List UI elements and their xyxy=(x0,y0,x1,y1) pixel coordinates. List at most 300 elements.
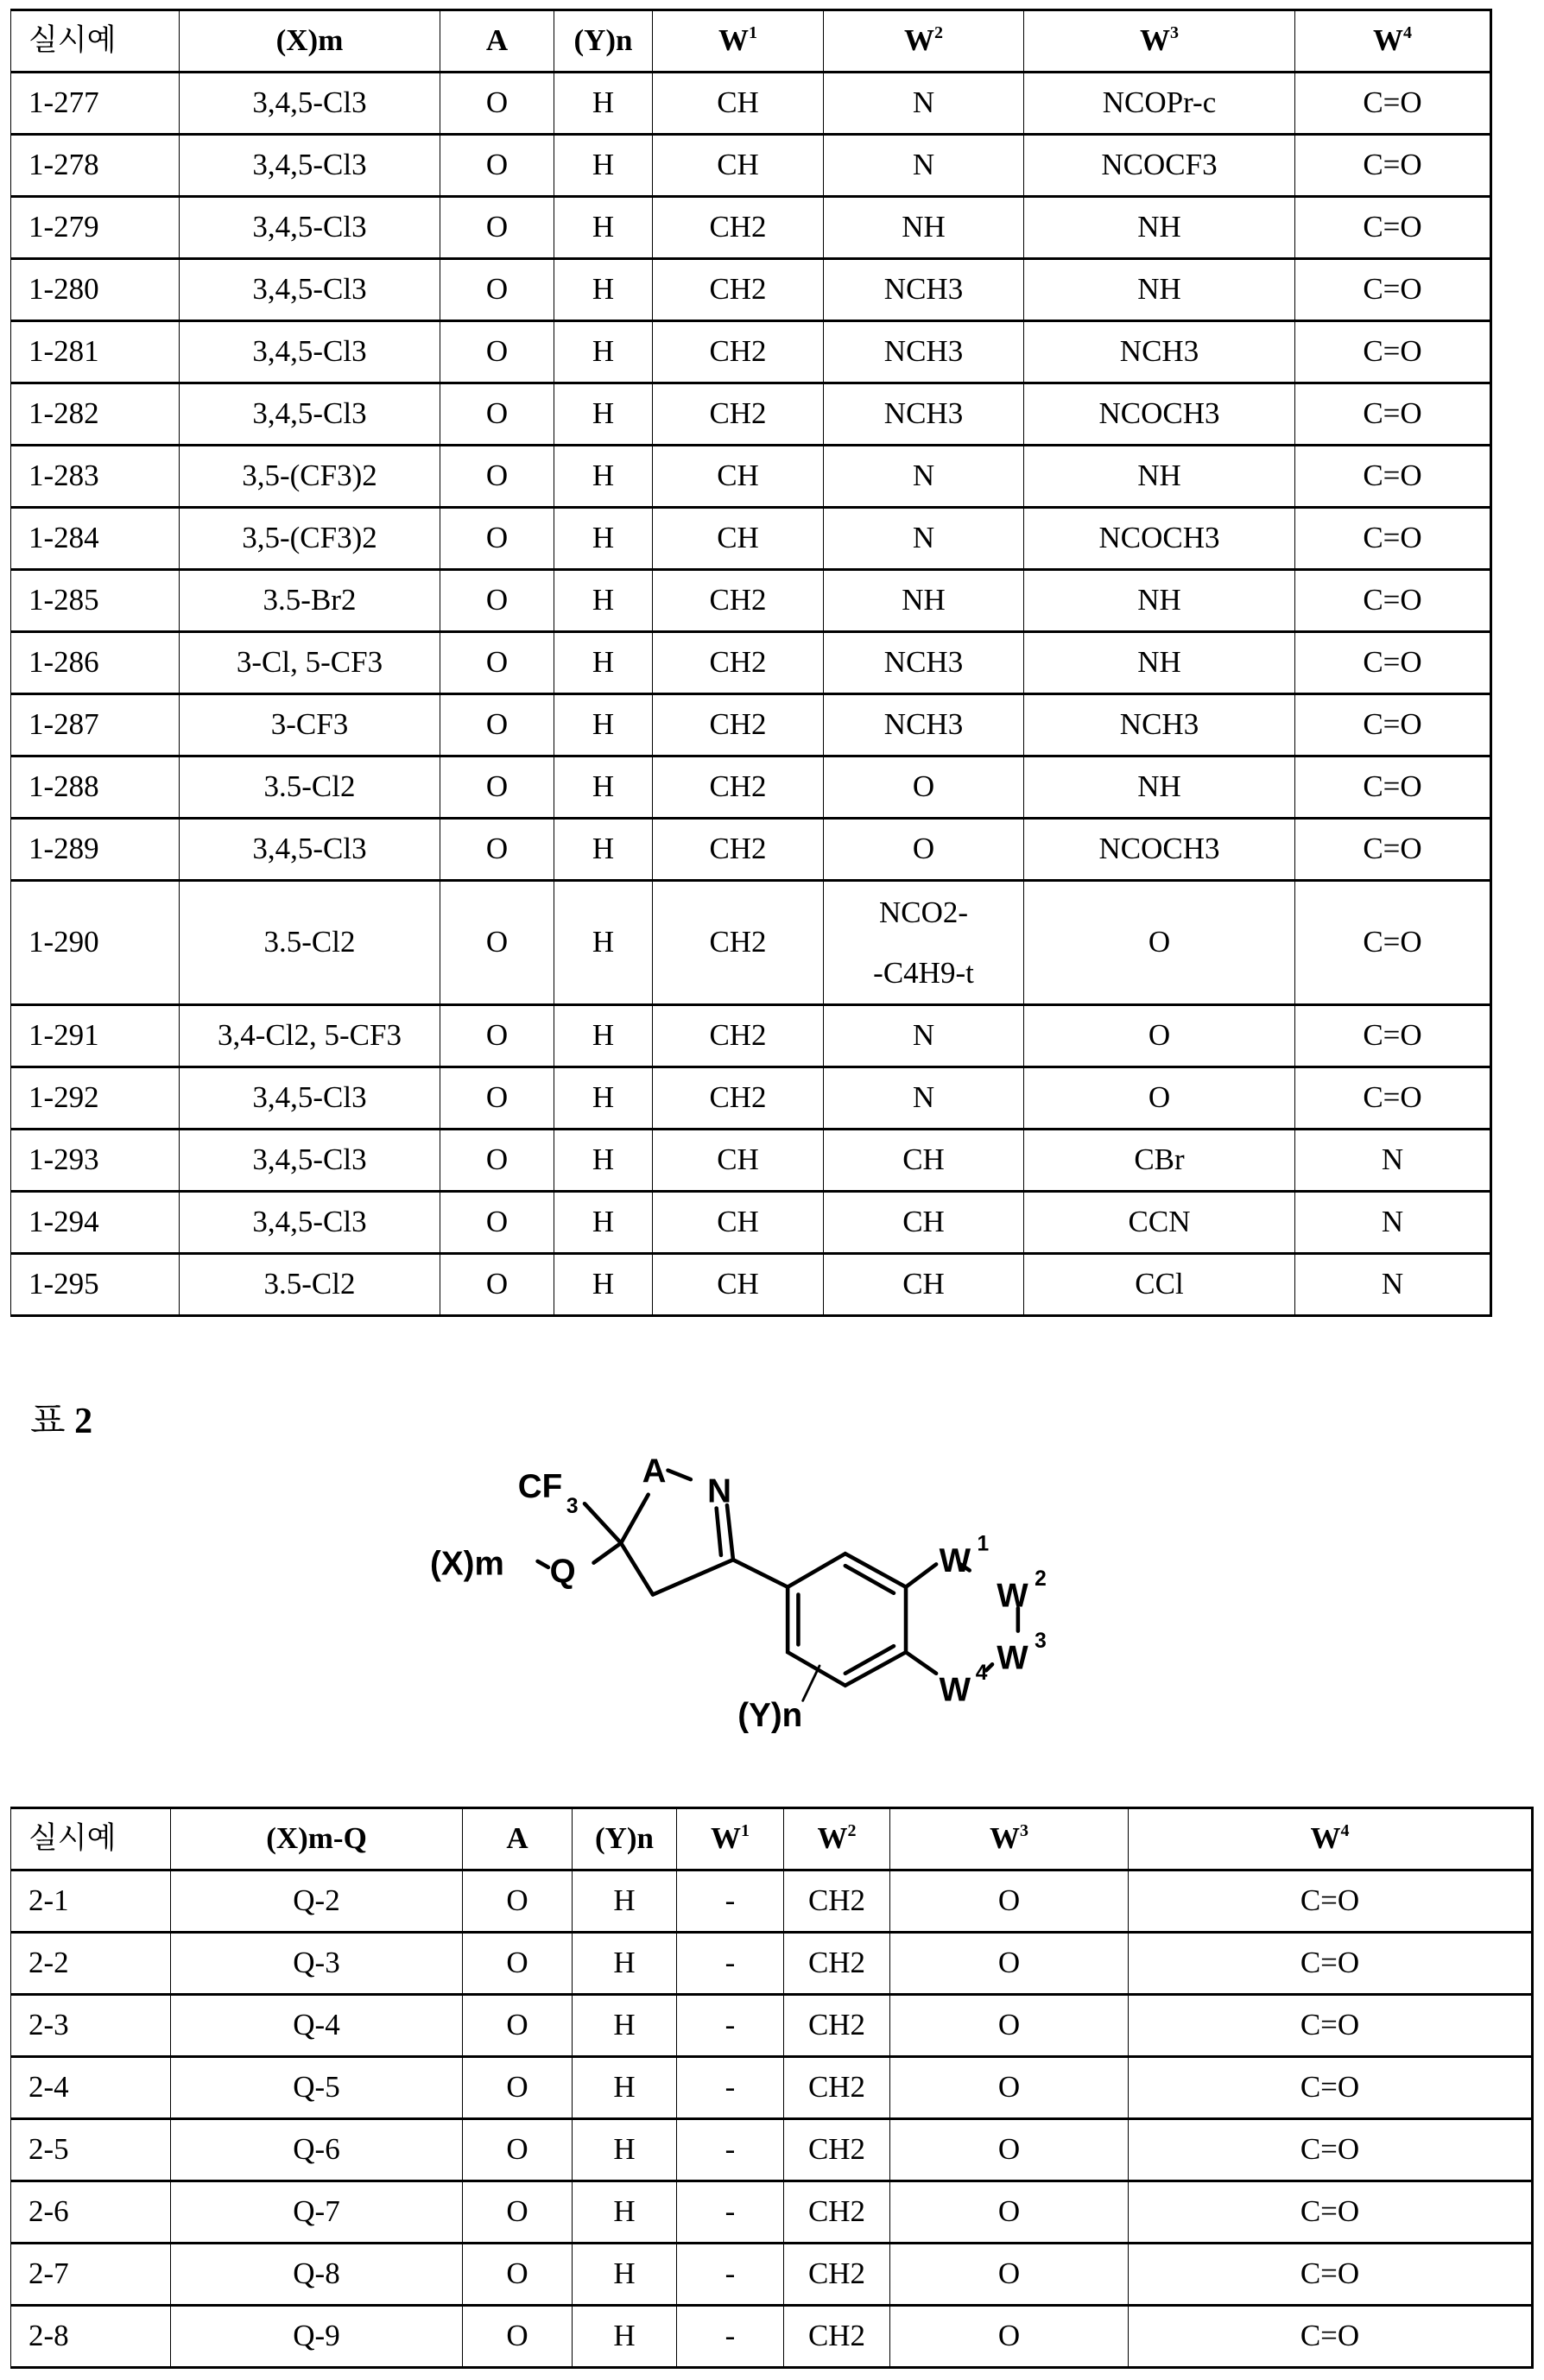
cell-xm: Q-4 xyxy=(171,1995,463,2057)
cell-w2: CH2 xyxy=(784,2181,890,2244)
cell-a: O xyxy=(440,632,554,694)
cell-w3: O xyxy=(1024,881,1295,1005)
header-label: W xyxy=(904,23,934,57)
cell-xm: 3,4-Cl2, 5-CF3 xyxy=(180,1005,440,1067)
cell-w4: C=O xyxy=(1295,756,1491,819)
cell-w2: CH2 xyxy=(784,2306,890,2368)
cell-w4: C=O xyxy=(1295,135,1491,197)
header-example-no xyxy=(11,10,180,73)
cell-example-no: 1-292 xyxy=(11,1067,180,1130)
header-label: W xyxy=(1140,23,1170,57)
structure-xm-label: (X)m xyxy=(430,1546,504,1583)
structure-n-label: N xyxy=(707,1472,731,1510)
cell-w1: CH xyxy=(653,135,824,197)
cell-example-no: 2-1 xyxy=(11,1870,171,1933)
cell-w4: C=O xyxy=(1295,1005,1491,1067)
cell-w2: NCO2- -C4H9-t xyxy=(824,881,1024,1005)
header-superscript: 2 xyxy=(934,23,943,42)
table-row xyxy=(11,694,1491,756)
table-row xyxy=(11,1192,1491,1254)
cell-w3: NH xyxy=(1024,259,1295,321)
header-label: W xyxy=(1373,23,1403,57)
cell-w3: O xyxy=(890,2244,1129,2306)
cell-a: O xyxy=(463,2057,573,2119)
table-row xyxy=(11,2057,1533,2119)
cell-w2: O xyxy=(824,756,1024,819)
cell-w4: C=O xyxy=(1129,1870,1533,1933)
cell-a: O xyxy=(440,756,554,819)
table-row xyxy=(11,135,1491,197)
table-row xyxy=(11,570,1491,632)
structure-w2-label: W xyxy=(997,1578,1028,1615)
cell-yn: H xyxy=(573,1870,677,1933)
cell-w2: CH xyxy=(824,1192,1024,1254)
header-superscript: 1 xyxy=(749,23,757,42)
cell-w3: O xyxy=(890,2057,1129,2119)
header-label: W xyxy=(1311,1821,1341,1855)
cell-w3: NH xyxy=(1024,446,1295,508)
cell-w3: NH xyxy=(1024,570,1295,632)
cell-w2: CH2 xyxy=(784,2119,890,2181)
cell-w2: NH xyxy=(824,197,1024,259)
cell-yn: H xyxy=(554,1005,653,1067)
cell-xm: 3,4,5-Cl3 xyxy=(180,197,440,259)
cell-xm: 3.5-Cl2 xyxy=(180,1254,440,1316)
cell-a: O xyxy=(463,1995,573,2057)
cell-w2: CH2 xyxy=(784,1933,890,1995)
header-label: 실시예 xyxy=(28,23,116,57)
cell-yn: H xyxy=(573,1933,677,1995)
structure-w1-label: W xyxy=(940,1542,971,1579)
cell-example-no: 2-2 xyxy=(11,1933,171,1995)
cell-w3: O xyxy=(890,1870,1129,1933)
cell-w1: CH2 xyxy=(653,756,824,819)
cell-xm: 3-Cl, 5-CF3 xyxy=(180,632,440,694)
header-label: (X)m xyxy=(276,23,344,57)
table-row xyxy=(11,2181,1533,2244)
cell-example-no: 1-288 xyxy=(11,756,180,819)
table-row xyxy=(11,881,1491,1005)
header-label: W xyxy=(818,1821,848,1855)
header-a xyxy=(463,1808,573,1870)
cell-a: O xyxy=(463,1870,573,1933)
cell-example-no: 1-279 xyxy=(11,197,180,259)
cell-w2: CH xyxy=(824,1254,1024,1316)
cell-w4: C=O xyxy=(1129,2119,1533,2181)
header-w2 xyxy=(784,1808,890,1870)
cell-xm: 3,4,5-Cl3 xyxy=(180,1192,440,1254)
structure-q-label: Q xyxy=(550,1553,576,1590)
cell-example-no: 1-287 xyxy=(11,694,180,756)
cell-w1: - xyxy=(677,2306,784,2368)
cell-w1: - xyxy=(677,1870,784,1933)
table-row xyxy=(11,1933,1533,1995)
cell-a: O xyxy=(440,197,554,259)
cell-w3: O xyxy=(890,1995,1129,2057)
header-w4 xyxy=(1295,10,1491,73)
cell-w2: N xyxy=(824,446,1024,508)
cell-w2: NCH3 xyxy=(824,694,1024,756)
cell-yn: H xyxy=(554,756,653,819)
cell-w4: C=O xyxy=(1295,321,1491,383)
cell-w3: NH xyxy=(1024,197,1295,259)
header-superscript: 2 xyxy=(848,1821,857,1840)
cell-w3: NCH3 xyxy=(1024,694,1295,756)
cell-w1: - xyxy=(677,2119,784,2181)
header-w3 xyxy=(1024,10,1295,73)
cell-w1: - xyxy=(677,2244,784,2306)
cell-w4: C=O xyxy=(1295,694,1491,756)
cell-w3: NCOCH3 xyxy=(1024,508,1295,570)
structure-w1-sup: 1 xyxy=(977,1533,989,1556)
cell-w3: NCOCH3 xyxy=(1024,383,1295,446)
cell-a: O xyxy=(463,2306,573,2368)
cell-w3: O xyxy=(890,2181,1129,2244)
structure-w4-sup: 4 xyxy=(976,1662,988,1685)
cell-yn: H xyxy=(554,570,653,632)
header-label: W xyxy=(711,1821,741,1855)
table-row xyxy=(11,73,1491,135)
cell-xm: 3,5-(CF3)2 xyxy=(180,446,440,508)
cell-w2: N xyxy=(824,73,1024,135)
cell-example-no: 2-8 xyxy=(11,2306,171,2368)
cell-a: O xyxy=(440,446,554,508)
cell-w1: CH2 xyxy=(653,259,824,321)
cell-xm: Q-2 xyxy=(171,1870,463,1933)
cell-example-no: 1-290 xyxy=(11,881,180,1005)
cell-w4: C=O xyxy=(1295,383,1491,446)
cell-w4: C=O xyxy=(1295,881,1491,1005)
header-yn xyxy=(554,10,653,73)
cell-w2: NCH3 xyxy=(824,259,1024,321)
cell-xm: 3,4,5-Cl3 xyxy=(180,1130,440,1192)
cell-w1: - xyxy=(677,2181,784,2244)
cell-w4: C=O xyxy=(1295,73,1491,135)
header-xm xyxy=(171,1808,463,1870)
structure-a-label: A xyxy=(642,1453,667,1491)
cell-xm: 3,4,5-Cl3 xyxy=(180,259,440,321)
cell-w4: C=O xyxy=(1295,570,1491,632)
cell-w3: O xyxy=(890,2306,1129,2368)
cell-w2: NCH3 xyxy=(824,383,1024,446)
cell-a: O xyxy=(440,1130,554,1192)
cell-w4: C=O xyxy=(1129,2057,1533,2119)
table-row xyxy=(11,383,1491,446)
cell-yn: H xyxy=(554,819,653,881)
cell-a: O xyxy=(440,321,554,383)
header-superscript: 4 xyxy=(1341,1821,1350,1840)
cell-xm: 3,4,5-Cl3 xyxy=(180,1067,440,1130)
header-superscript: 4 xyxy=(1403,23,1412,42)
cell-w1: CH2 xyxy=(653,632,824,694)
cell-example-no: 1-286 xyxy=(11,632,180,694)
cell-w2: CH2 xyxy=(784,2244,890,2306)
cell-w4: C=O xyxy=(1129,2181,1533,2244)
cell-yn: H xyxy=(554,1067,653,1130)
table-row xyxy=(11,632,1491,694)
header-w1 xyxy=(653,10,824,73)
cell-example-no: 1-278 xyxy=(11,135,180,197)
header-label: W xyxy=(990,1821,1020,1855)
cell-w3: NCOCH3 xyxy=(1024,819,1295,881)
header-label: (X)m-Q xyxy=(266,1821,367,1855)
cell-w4: N xyxy=(1295,1192,1491,1254)
cell-yn: H xyxy=(554,197,653,259)
cell-a: O xyxy=(463,2244,573,2306)
table-row xyxy=(11,2244,1533,2306)
cell-w2: NH xyxy=(824,570,1024,632)
cell-xm: 3.5-Cl2 xyxy=(180,881,440,1005)
cell-a: O xyxy=(463,2119,573,2181)
header-label: W xyxy=(718,23,749,57)
cell-yn: H xyxy=(554,383,653,446)
cell-w3: NCOPr-c xyxy=(1024,73,1295,135)
structure-w3-label: W xyxy=(997,1639,1028,1676)
cell-xm: 3,4,5-Cl3 xyxy=(180,135,440,197)
header-label: A xyxy=(486,23,508,57)
cell-w1: CH2 xyxy=(653,694,824,756)
cell-example-no: 1-277 xyxy=(11,73,180,135)
cell-yn: H xyxy=(554,694,653,756)
cell-w1: CH xyxy=(653,73,824,135)
cell-w1: CH xyxy=(653,446,824,508)
structure-w4-label: W xyxy=(940,1671,971,1708)
cell-xm: Q-5 xyxy=(171,2057,463,2119)
cell-w2: N xyxy=(824,1005,1024,1067)
cell-example-no: 1-280 xyxy=(11,259,180,321)
cell-w3: O xyxy=(890,2119,1129,2181)
cell-xm: 3,4,5-Cl3 xyxy=(180,819,440,881)
header-label: (Y)n xyxy=(573,23,632,57)
cell-yn: H xyxy=(554,632,653,694)
cell-w2: NCH3 xyxy=(824,321,1024,383)
cell-w4: C=O xyxy=(1129,2306,1533,2368)
cell-example-no: 2-7 xyxy=(11,2244,171,2306)
table-row xyxy=(11,259,1491,321)
cell-xm: Q-3 xyxy=(171,1933,463,1995)
cell-yn: H xyxy=(554,1192,653,1254)
structure-w2-sup: 2 xyxy=(1035,1567,1047,1591)
cell-a: O xyxy=(440,508,554,570)
compound-table-1 xyxy=(10,9,1492,1317)
cell-w1: CH2 xyxy=(653,1067,824,1130)
table-row xyxy=(11,197,1491,259)
header-w1 xyxy=(677,1808,784,1870)
header-label: (Y)n xyxy=(595,1821,654,1855)
structure-cf3-subscript: 3 xyxy=(566,1495,579,1518)
structure-bonds xyxy=(538,1471,1018,1701)
cell-w1: - xyxy=(677,1995,784,2057)
cell-w2: NCH3 xyxy=(824,632,1024,694)
table-row xyxy=(11,508,1491,570)
cell-w4: C=O xyxy=(1129,1933,1533,1995)
structure-w3-sup: 3 xyxy=(1035,1630,1047,1653)
cell-w3: O xyxy=(890,1933,1129,1995)
chemical-structure-diagram xyxy=(424,1447,1060,1736)
cell-example-no: 1-294 xyxy=(11,1192,180,1254)
cell-yn: H xyxy=(554,1254,653,1316)
header-yn xyxy=(573,1808,677,1870)
cell-xm: 3,4,5-Cl3 xyxy=(180,383,440,446)
header-example-no xyxy=(11,1808,171,1870)
cell-a: O xyxy=(440,1254,554,1316)
cell-example-no: 2-3 xyxy=(11,1995,171,2057)
cell-xm: Q-7 xyxy=(171,2181,463,2244)
cell-w1: - xyxy=(677,2057,784,2119)
cell-w4: C=O xyxy=(1295,1067,1491,1130)
cell-yn: H xyxy=(554,73,653,135)
cell-example-no: 2-6 xyxy=(11,2181,171,2244)
cell-w3: NCOCF3 xyxy=(1024,135,1295,197)
cell-yn: H xyxy=(554,321,653,383)
cell-w4: C=O xyxy=(1295,197,1491,259)
cell-a: O xyxy=(463,2181,573,2244)
header-a xyxy=(440,10,554,73)
table-row xyxy=(11,2119,1533,2181)
cell-yn: H xyxy=(573,2181,677,2244)
header-w4 xyxy=(1129,1808,1533,1870)
table-row xyxy=(11,1067,1491,1130)
cell-a: O xyxy=(440,1067,554,1130)
cell-w3: NH xyxy=(1024,756,1295,819)
cell-w2: CH2 xyxy=(784,2057,890,2119)
table-2-title-prefix: 표 xyxy=(30,1402,66,1441)
cell-a: O xyxy=(440,73,554,135)
cell-a: O xyxy=(440,383,554,446)
compound-table-2 xyxy=(10,1807,1534,2369)
cell-a: O xyxy=(440,819,554,881)
header-superscript: 1 xyxy=(741,1821,750,1840)
cell-w3: CBr xyxy=(1024,1130,1295,1192)
cell-example-no: 1-283 xyxy=(11,446,180,508)
cell-w1: CH xyxy=(653,1130,824,1192)
cell-a: O xyxy=(440,1005,554,1067)
cell-yn: H xyxy=(554,508,653,570)
header-superscript: 3 xyxy=(1170,23,1179,42)
cell-example-no: 1-291 xyxy=(11,1005,180,1067)
cell-w2: CH2 xyxy=(784,1870,890,1933)
cell-yn: H xyxy=(554,259,653,321)
cell-w1: CH xyxy=(653,1192,824,1254)
table-row xyxy=(11,1005,1491,1067)
cell-a: O xyxy=(440,1192,554,1254)
cell-w2: O xyxy=(824,819,1024,881)
cell-a: O xyxy=(440,135,554,197)
cell-yn: H xyxy=(573,2244,677,2306)
cell-w4: C=O xyxy=(1295,819,1491,881)
cell-yn: H xyxy=(573,1995,677,2057)
cell-w4: C=O xyxy=(1129,2244,1533,2306)
table-2-title xyxy=(30,1392,92,1444)
table-row xyxy=(11,1995,1533,2057)
cell-xm: 3,4,5-Cl3 xyxy=(180,321,440,383)
cell-w3: O xyxy=(1024,1005,1295,1067)
cell-w1: CH xyxy=(653,508,824,570)
cell-w3: CCl xyxy=(1024,1254,1295,1316)
table-2-title-number: 2 xyxy=(74,1402,92,1441)
cell-w1: CH2 xyxy=(653,881,824,1005)
cell-xm: Q-8 xyxy=(171,2244,463,2306)
cell-w1: CH2 xyxy=(653,383,824,446)
cell-w1: CH2 xyxy=(653,321,824,383)
structure-yn-label: (Y)n xyxy=(737,1697,802,1734)
cell-example-no: 1-282 xyxy=(11,383,180,446)
cell-w3: NH xyxy=(1024,632,1295,694)
cell-w3: NCH3 xyxy=(1024,321,1295,383)
table-row xyxy=(11,1870,1533,1933)
cell-w4: C=O xyxy=(1295,446,1491,508)
cell-w4: N xyxy=(1295,1254,1491,1316)
cell-xm: 3,4,5-Cl3 xyxy=(180,73,440,135)
cell-yn: H xyxy=(554,135,653,197)
table-row xyxy=(11,756,1491,819)
cell-example-no: 1-285 xyxy=(11,570,180,632)
cell-w3: CCN xyxy=(1024,1192,1295,1254)
cell-xm: 3.5-Br2 xyxy=(180,570,440,632)
header-xm xyxy=(180,10,440,73)
cell-example-no: 1-293 xyxy=(11,1130,180,1192)
cell-yn: H xyxy=(554,446,653,508)
cell-w4: C=O xyxy=(1295,632,1491,694)
cell-example-no: 1-295 xyxy=(11,1254,180,1316)
cell-w2: CH2 xyxy=(784,1995,890,2057)
table-row xyxy=(11,819,1491,881)
cell-yn: H xyxy=(573,2119,677,2181)
header-label: A xyxy=(506,1821,528,1855)
cell-example-no: 2-5 xyxy=(11,2119,171,2181)
cell-w1: CH2 xyxy=(653,819,824,881)
structure-cf3-label: CF xyxy=(518,1468,562,1505)
table-row xyxy=(11,321,1491,383)
cell-xm: Q-6 xyxy=(171,2119,463,2181)
cell-w4: C=O xyxy=(1129,1995,1533,2057)
table-header-row xyxy=(11,10,1491,73)
cell-example-no: 1-284 xyxy=(11,508,180,570)
cell-yn: H xyxy=(554,881,653,1005)
cell-xm: 3,5-(CF3)2 xyxy=(180,508,440,570)
cell-xm: 3-CF3 xyxy=(180,694,440,756)
cell-example-no: 1-281 xyxy=(11,321,180,383)
table-row xyxy=(11,2306,1533,2368)
cell-a: O xyxy=(440,259,554,321)
cell-yn: H xyxy=(554,1130,653,1192)
header-w2 xyxy=(824,10,1024,73)
cell-xm: Q-9 xyxy=(171,2306,463,2368)
cell-w4: C=O xyxy=(1295,508,1491,570)
table-row xyxy=(11,1130,1491,1192)
cell-a: O xyxy=(440,694,554,756)
table-header-row xyxy=(11,1808,1533,1870)
cell-a: O xyxy=(463,1933,573,1995)
cell-w1: CH2 xyxy=(653,1005,824,1067)
header-w3 xyxy=(890,1808,1129,1870)
table-row xyxy=(11,1254,1491,1316)
cell-w1: CH xyxy=(653,1254,824,1316)
cell-example-no: 2-4 xyxy=(11,2057,171,2119)
header-superscript: 3 xyxy=(1020,1821,1028,1840)
cell-w2: N xyxy=(824,508,1024,570)
cell-yn: H xyxy=(573,2057,677,2119)
cell-a: O xyxy=(440,881,554,1005)
cell-w2: N xyxy=(824,1067,1024,1130)
cell-w1: CH2 xyxy=(653,570,824,632)
cell-xm: 3.5-Cl2 xyxy=(180,756,440,819)
table-row xyxy=(11,446,1491,508)
cell-w2: N xyxy=(824,135,1024,197)
cell-yn: H xyxy=(573,2306,677,2368)
cell-w3: O xyxy=(1024,1067,1295,1130)
cell-w2: CH xyxy=(824,1130,1024,1192)
